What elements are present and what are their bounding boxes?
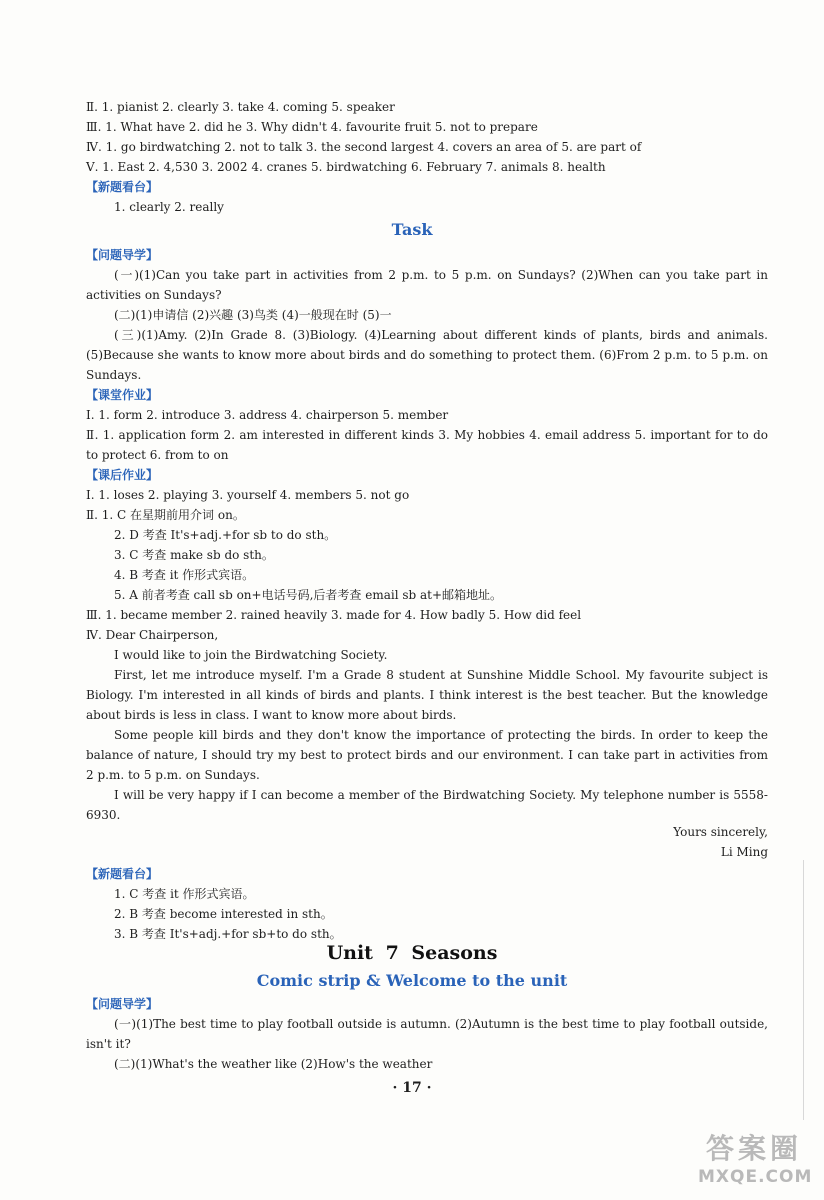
homework-line-3: Ⅲ. 1. became member 2. rained heavily 3. made for 4. How badly 5. How did feel (86, 608, 582, 622)
new-topic-2-line-3: 3. B 考查 It's+adj.+for sb+to do sth。 (114, 927, 342, 941)
new-topic-2-line-2: 2. B 考查 become interested in sth。 (114, 907, 333, 921)
homework-line-1: Ⅰ. 1. loses 2. playing 3. yourself 4. members 5. not go (86, 488, 410, 502)
guide-paragraph-2: (二)(1)申请信 (2)兴趣 (3)鸟类 (4)一般现在时 (5)一 (114, 308, 392, 322)
letter-paragraph-2: First, let me introduce myself. I'm a Grade 8 student at Sunshine Middle School. My favourite subject is Biology. I'm interested in all kinds of birds and plants. I think interest is the best teacher. But the knowledge about birds is less in class. I want to know more about birds. (86, 668, 768, 722)
answer-line-5: Ⅴ. 1. East 2. 4,530 3. 2002 4. cranes 5. birdwatching 6. February 7. animals 8. health (86, 160, 606, 174)
classwork-line-2: Ⅱ. 1. application form 2. am interested in different kinds 3. My hobbies 4. email address 5. important for to do to protect 6. from to on (86, 428, 768, 462)
new-topic-2-line-1: 1. C 考查 it 作形式宾语。 (114, 887, 255, 901)
unit7-guide-paragraph-2: (二)(1)What's the weather like (2)How's the weather (114, 1057, 433, 1071)
homework-choice-1: Ⅱ. 1. C 在星期前用介词 on。 (86, 508, 245, 522)
unit7-guide-section (86, 994, 768, 1074)
homework-choice-4: 4. B 考查 it 作形式宾语。 (114, 568, 255, 582)
section-header-new-topic: 【新题看台】 (86, 180, 159, 194)
guide-paragraph-3: (三)(1)Amy. (2)In Grade 8. (3)Biology. (4)Learning about different kinds of plants, birds and animals. (5)Because she wants to know more about birds and do something to protect them. (6)From 2 p.m. to 5 p.m. on Sundays. (86, 328, 768, 382)
section-header-classwork: 【课堂作业】 (86, 388, 159, 402)
unit7-guide-paragraph-1: (一)(1)The best time to play football outside is autumn. (2)Autumn is the best time to play football outside, isn't it? (86, 1017, 768, 1051)
answers-top (86, 97, 768, 217)
letter-signature: Li Ming (720, 845, 768, 859)
unit-subtitle: Comic strip & Welcome to the unit (256, 971, 568, 990)
watermark-bottom-text: MXQE.COM (698, 1167, 813, 1187)
new-topic-answers: 1. clearly 2. really (114, 200, 224, 214)
letter-closing: Yours sincerely, (673, 825, 768, 839)
homework-choice-3: 3. C 考查 make sb do sth。 (114, 548, 274, 562)
answer-line-4: Ⅳ. 1. go birdwatching 2. not to talk 3. the second largest 4. covers an area of 5. are part of (86, 140, 642, 154)
letter-salutation: Ⅳ. Dear Chairperson, (86, 628, 219, 642)
answer-line-2: Ⅱ. 1. pianist 2. clearly 3. take 4. coming 5. speaker (86, 100, 395, 114)
homework-choice-2: 2. D 考查 It's+adj.+for sb to do sth。 (114, 528, 337, 542)
page-number: · 17 · (392, 1080, 432, 1096)
watermark-logo (698, 1132, 813, 1194)
section-header-unit7-guide: 【问题导学】 (86, 997, 159, 1011)
section-header-homework: 【课后作业】 (86, 468, 159, 482)
unit-title: Unit 7 Seasons (326, 942, 498, 964)
page-edge-rule (803, 860, 804, 1120)
homework-choice-5: 5. A 前者考查 call sb on+电话号码,后者考查 email sb at+邮箱地址。 (114, 588, 503, 602)
guide-paragraph-1: (一)(1)Can you take part in activities from 2 p.m. to 5 p.m. on Sundays? (2)When can you take part in activities on Sundays? (86, 268, 768, 302)
watermark-top-text: 答案圈 (705, 1132, 802, 1165)
task-section (86, 245, 768, 825)
letter-paragraph-1: I would like to join the Birdwatching Society. (114, 648, 388, 662)
answer-line-3: Ⅲ. 1. What have 2. did he 3. Why didn't 4. favourite fruit 5. not to prepare (86, 120, 538, 134)
task-title: Task (391, 220, 433, 239)
letter-paragraph-3: Some people kill birds and they don't know the importance of protecting the birds. In order to keep the balance of nature, I should try my best to protect birds and our environment. I can take part in activities from 2 p.m. to 5 p.m. on Sundays. (86, 728, 768, 782)
classwork-line-1: Ⅰ. 1. form 2. introduce 3. address 4. chairperson 5. member (86, 408, 449, 422)
new-topic-section-2 (86, 864, 768, 944)
section-header-new-topic-2: 【新题看台】 (86, 867, 159, 881)
letter-paragraph-4: I will be very happy if I can become a member of the Birdwatching Society. My telephone number is 5558-6930. (86, 788, 768, 822)
section-header-guide: 【问题导学】 (86, 248, 159, 262)
